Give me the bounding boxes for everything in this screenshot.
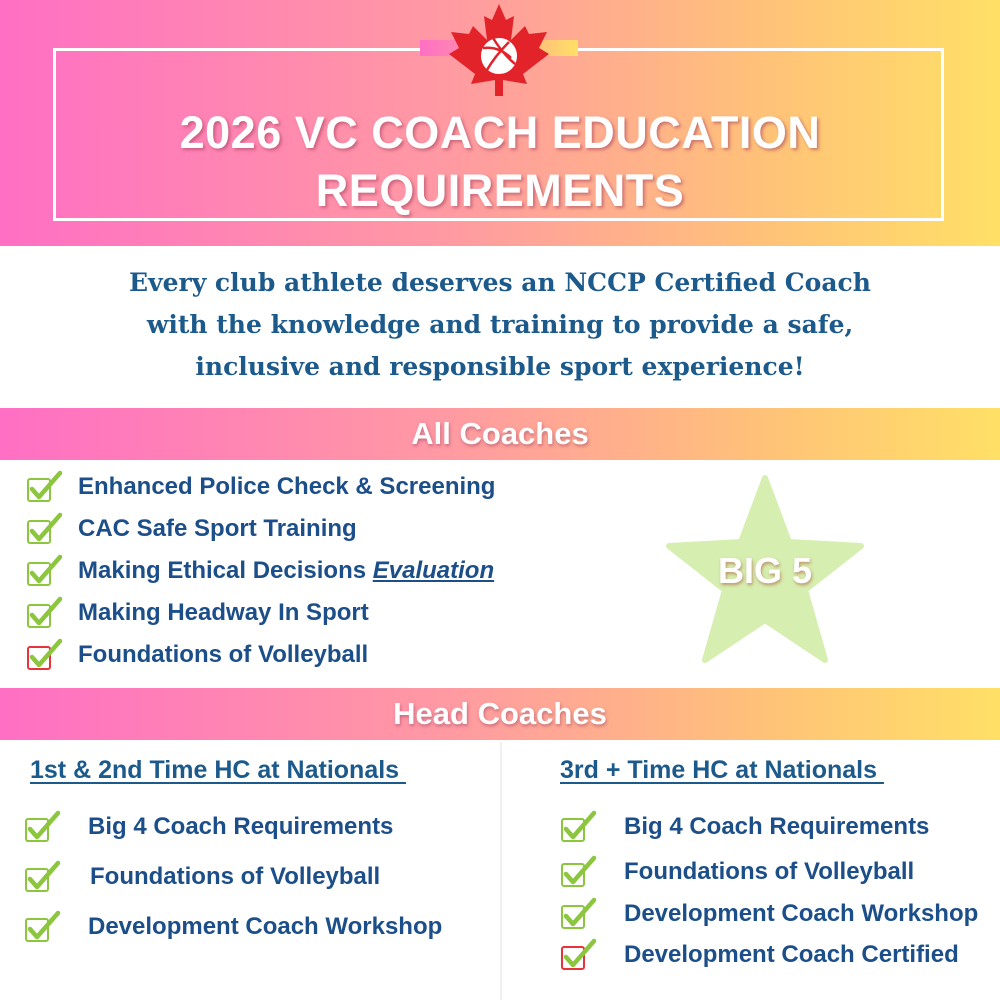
green-checkmark-icon — [24, 910, 62, 944]
list-item — [26, 596, 369, 630]
all-coaches-heading: All Coaches — [411, 416, 589, 451]
title-line-1: 2026 VC COACH EDUCATION — [179, 107, 821, 158]
item-label: Foundations of Volleyball — [78, 641, 369, 668]
item-label-text: Making Ethical Decisions — [78, 557, 373, 584]
green-checkmark-icon — [560, 855, 598, 889]
green-checkmark-icon — [24, 810, 62, 844]
evaluation-link[interactable]: Evaluation — [372, 557, 495, 584]
list-item — [560, 810, 929, 844]
red-box-checkmark-icon — [26, 638, 64, 672]
item-label: Making Headway In Sport — [78, 599, 369, 626]
item-label: CAC Safe Sport Training — [78, 515, 357, 542]
head-coaches-heading: Head Coaches — [393, 696, 607, 731]
intro-line-2: with the knowledge and training to provide a safe, — [146, 310, 854, 339]
list-item — [24, 810, 393, 844]
big-5-badge: BIG 5 — [717, 550, 813, 591]
column-divider — [500, 742, 502, 1000]
item-label: Development Coach Certified — [624, 941, 959, 968]
left-column-title: 1st & 2nd Time HC at Nationals — [30, 756, 407, 784]
page-title — [60, 104, 940, 220]
all-coaches-band — [0, 408, 1000, 460]
header-banner — [0, 0, 1000, 246]
head-coaches-band — [0, 688, 1000, 740]
green-checkmark-icon — [26, 512, 64, 546]
list-item — [26, 638, 368, 672]
green-checkmark-icon — [560, 810, 598, 844]
list-item — [26, 512, 357, 546]
maple-leaf-volleyball-icon — [447, 2, 551, 98]
green-checkmark-icon — [26, 470, 64, 504]
green-checkmark-icon — [560, 897, 598, 931]
green-checkmark-icon — [26, 596, 64, 630]
list-item — [560, 897, 978, 931]
item-label: Big 4 Coach Requirements — [624, 813, 930, 840]
list-item — [560, 938, 959, 972]
item-label: Big 4 Coach Requirements — [88, 813, 394, 840]
intro-line-3: inclusive and responsible sport experience! — [195, 352, 805, 381]
list-item — [26, 470, 495, 504]
list-item — [560, 855, 914, 889]
list-item — [24, 860, 380, 894]
item-label: Foundations of Volleyball — [90, 863, 381, 890]
intro-text — [80, 262, 920, 388]
item-label: Development Coach Workshop — [624, 900, 979, 927]
red-box-checkmark-icon — [560, 938, 598, 972]
list-item — [26, 554, 494, 588]
green-checkmark-icon — [26, 554, 64, 588]
right-column-title: 3rd + Time HC at Nationals — [560, 756, 884, 784]
item-label: Development Coach Workshop — [88, 913, 443, 940]
list-item — [24, 910, 442, 944]
intro-line-1: Every club athlete deserves an NCCP Certified Coach — [129, 268, 871, 297]
item-label — [78, 557, 494, 585]
item-label: Enhanced Police Check & Screening — [78, 473, 496, 500]
item-label: Foundations of Volleyball — [624, 858, 915, 885]
green-checkmark-icon — [24, 860, 62, 894]
title-line-2: REQUIREMENTS — [315, 165, 685, 216]
